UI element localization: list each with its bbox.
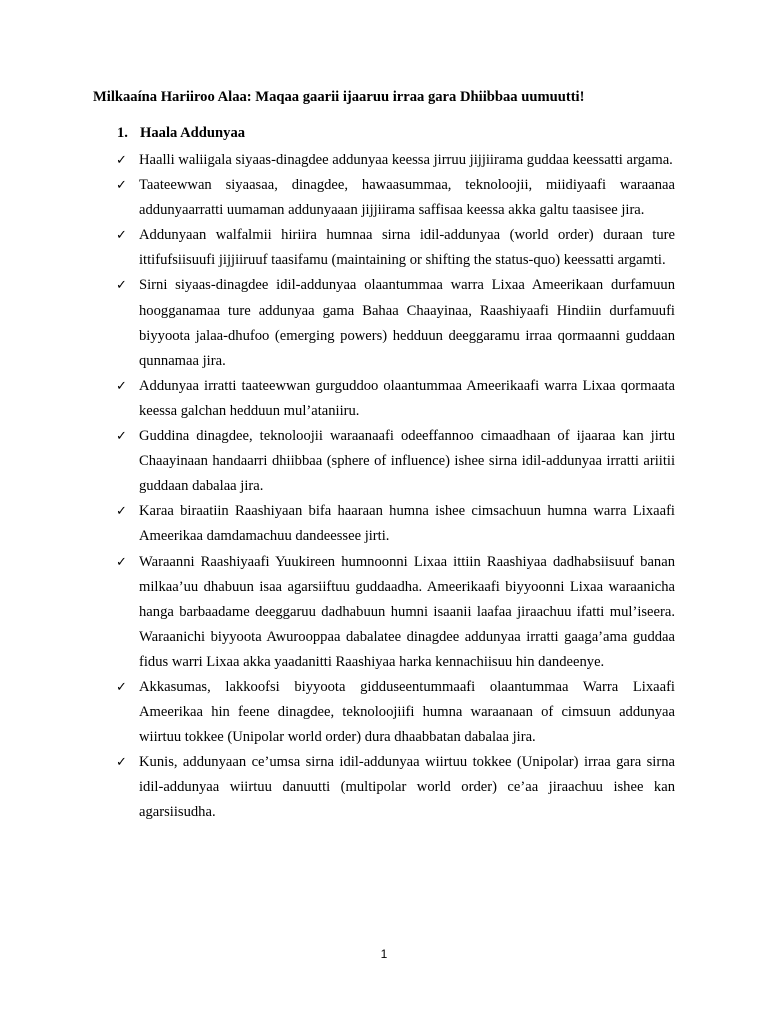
list-item <box>116 550 675 675</box>
list-item <box>116 499 675 549</box>
section-number: 1. <box>117 125 128 141</box>
bullet-list <box>116 148 675 826</box>
check-mark-icon: ✓ <box>116 178 127 194</box>
list-item <box>116 148 675 173</box>
list-item <box>116 675 675 750</box>
check-mark-icon: ✓ <box>116 755 127 771</box>
check-mark-icon: ✓ <box>116 378 127 394</box>
check-mark-icon: ✓ <box>116 504 127 520</box>
list-item <box>116 750 675 825</box>
list-item <box>116 424 675 499</box>
list-item-text: Guddina dinagdee, teknoloojii waraanaafi odeeffannoo cimaadhaan of ijaaraa kan jirtu Chaayinaan handaarri dhiibbaa (sphere of influence) ishee sirna idil-addunyaa irratti ariitii guddaan dabalaa jira. <box>139 428 675 495</box>
section-heading-text: Haala Addunyaa <box>140 125 246 141</box>
list-item-text: Addunyaa irratti taateewwan gurguddoo olaantummaa Ameerikaafi warra Lixaa qormaata keessa galchan hedduun mul’ataniiru. <box>139 377 675 419</box>
list-item-text: Akkasumas, lakkoofsi biyyoota gidduseentummaafi olaantummaa Warra Lixaafi Ameerikaa hin feene dinagdee, teknoloojiifi humna waraanaan of cimsuun addunyaa wiirtuu tokkee (Unipolar world order) dura dhaabbatan dabalaa jira. <box>139 678 675 746</box>
list-item <box>116 374 675 424</box>
check-mark-icon: ✓ <box>116 153 127 168</box>
check-mark-icon: ✓ <box>116 554 127 570</box>
check-mark-icon: ✓ <box>116 429 127 445</box>
list-item <box>116 223 675 273</box>
section-heading <box>117 123 245 143</box>
list-item-text: Sirni siyaas-dinagdee idil-addunyaa olaantummaa warra Lixaa Ameerikaan durfamuun hoogganamaa ture addunyaa gama Bahaa Chaayinaa, Raashiyaafi Hindiin durfamuufi biyyoota jalaa-dhufoo (emerging powers) hedduun deeggaramu irraa qormaanni guddaan qunnamaa jira. <box>139 277 675 369</box>
list-item <box>116 173 675 223</box>
list-item-text: Taateewwan siyaasaa, dinagdee, hawaasummaa, teknoloojii, miidiyaafi waraanaa addunyaarratti uumaman addunyaaan jijjiirama saffisaa keessa akka galtu taasisee jira. <box>139 177 675 219</box>
check-mark-icon: ✓ <box>116 679 127 695</box>
page-number: 1 <box>380 947 388 961</box>
list-item-text: Waraanni Raashiyaafi Yuukireen humnoonni Lixaa ittiin Raashiyaa dadhabsiisuuf banan milkaa’uu dhabuun isaa agarsiiftuu guddaadha. Ameerikaafi biyyoonni Lixaa waraanicha hanga barbaadame deeggaruu dadhabuun humni isaanii laafaa jiraachuu ifatti mul’iseera. Waraanichi biyyoota Awurooppaa dabalatee dinagdee addunyaa irratti gaaga’ama guddaa fidus warri Lixaa akka yaadanitti Raashiyaa harka kennachiisuu hin dandeenye. <box>139 553 675 670</box>
document-title: Milkaaína Hariiroo Alaa: Maqaa gaarii ijaaruu irraa gara Dhiibbaa uumuutti! <box>93 89 585 105</box>
list-item-text: Addunyaan walfalmii hiriira humnaa sirna idil-addunyaa (world order) duraan ture ittifufsiisuufi jijjiiruuf taasifamu (maintaining or shifting the status-quo) keessatti argamti. <box>139 227 675 269</box>
list-item-text: Haalli waliigala siyaas-dinagdee addunyaa keessa jirruu jijjiirama guddaa keessatti argama. <box>139 152 673 168</box>
check-mark-icon: ✓ <box>116 228 127 244</box>
list-item-text: Karaa biraatiin Raashiyaan bifa haaraan humna ishee cimsachuun humna warra Lixaafi Ameerikaa damdamachuu dandeessee jirti. <box>139 503 675 545</box>
check-mark-icon: ✓ <box>116 278 127 294</box>
list-item-text: Kunis, addunyaan ce’umsa sirna idil-addunyaa wiirtuu tokkee (Unipolar) irraa gara sirna idil-addunyaa wiirtuu danuutti (multipolar world order) ce’aa jiraachuu ishee kan agarsiisudha. <box>139 754 675 821</box>
list-item <box>116 273 675 373</box>
